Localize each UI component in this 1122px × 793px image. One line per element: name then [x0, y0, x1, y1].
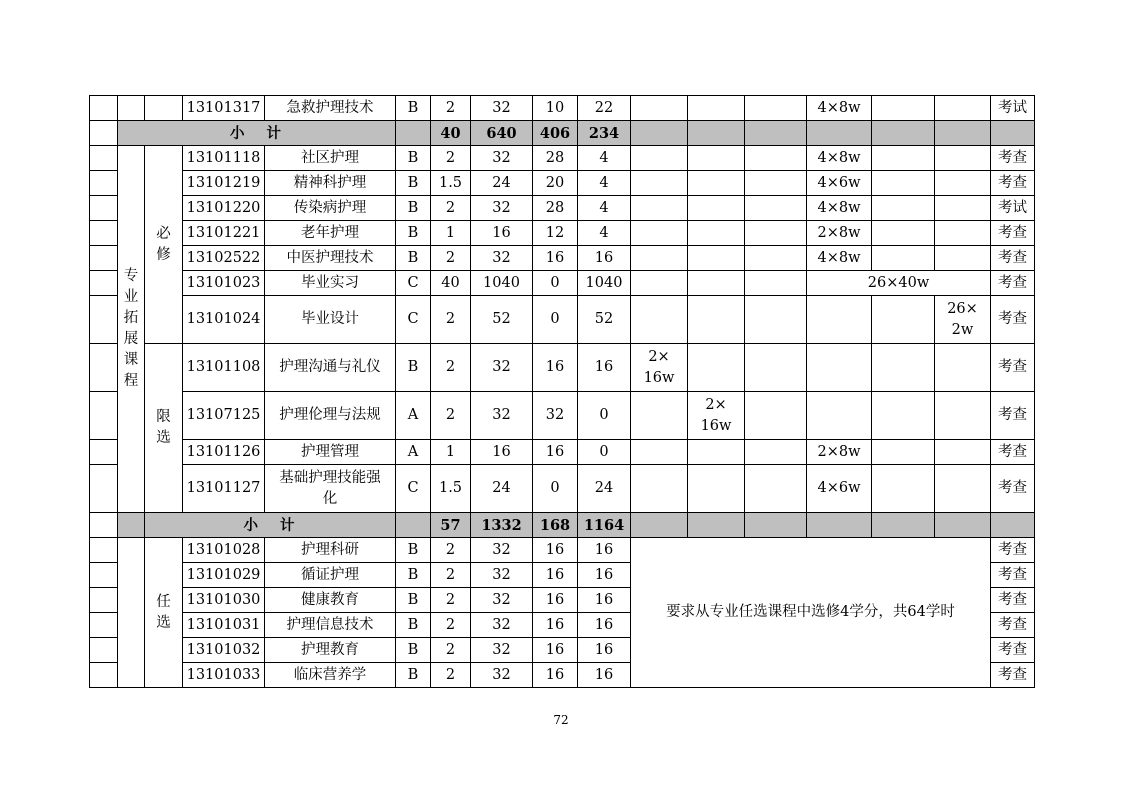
semester-2 — [688, 96, 745, 121]
subtotal-credit: 57 — [431, 513, 471, 538]
semester-5 — [872, 296, 935, 344]
table-row — [90, 96, 1035, 121]
credit: 2 — [431, 638, 471, 663]
semester-5 — [872, 344, 935, 392]
blank-cell — [745, 121, 807, 146]
credit: 2 — [431, 96, 471, 121]
practice-hours: 4 — [578, 171, 631, 196]
total-hours: 32 — [471, 196, 533, 221]
credit: 2 — [431, 296, 471, 344]
course-name-line: 化 — [322, 490, 338, 507]
semester-1 — [631, 246, 688, 271]
semester-1 — [631, 146, 688, 171]
course-type: B — [396, 563, 431, 588]
course-type: B — [396, 171, 431, 196]
assessment: 考查 — [991, 588, 1035, 613]
semester-5 — [872, 465, 935, 513]
semester-6 — [935, 246, 991, 271]
semester-3 — [745, 465, 807, 513]
semester-2 — [688, 221, 745, 246]
semester-1-line: 2× — [648, 348, 670, 365]
blank-cell — [90, 588, 118, 613]
practice-hours: 1040 — [578, 271, 631, 296]
course-code: 13101108 — [183, 344, 265, 392]
blank-cell — [90, 392, 118, 440]
theory-hours: 0 — [533, 296, 578, 344]
course-code: 13101126 — [183, 440, 265, 465]
practice-hours: 0 — [578, 392, 631, 440]
credit: 2 — [431, 663, 471, 688]
semester-6 — [935, 465, 991, 513]
semester-3 — [745, 392, 807, 440]
practice-hours: 4 — [578, 196, 631, 221]
theory-hours: 10 — [533, 96, 578, 121]
table-row — [90, 221, 1035, 246]
blank-cell — [90, 563, 118, 588]
semester-3 — [745, 96, 807, 121]
semester-2-line: 16w — [700, 417, 732, 434]
semester-6 — [935, 196, 991, 221]
theory-hours: 20 — [533, 171, 578, 196]
assessment: 考查 — [991, 392, 1035, 440]
semester-1 — [631, 171, 688, 196]
credit: 2 — [431, 538, 471, 563]
practice-hours: 22 — [578, 96, 631, 121]
semester-2 — [688, 392, 745, 440]
total-hours: 32 — [471, 392, 533, 440]
course-type: A — [396, 440, 431, 465]
course-name: 护理教育 — [265, 638, 396, 663]
optional-note: 要求从专业任选课程中选修4学分，共64学时 — [631, 538, 991, 688]
blank-cell — [935, 513, 991, 538]
course-type: B — [396, 246, 431, 271]
course-type: B — [396, 146, 431, 171]
semester-3 — [745, 344, 807, 392]
course-code: 13101024 — [183, 296, 265, 344]
credit: 1.5 — [431, 171, 471, 196]
practice-hours: 4 — [578, 221, 631, 246]
total-hours: 32 — [471, 588, 533, 613]
semester-2 — [688, 271, 745, 296]
semester-6-line: 26× — [947, 300, 978, 317]
semester-2 — [688, 296, 745, 344]
practice-hours: 16 — [578, 563, 631, 588]
course-code: 13101029 — [183, 563, 265, 588]
credit: 2 — [431, 344, 471, 392]
blank-cell — [396, 513, 431, 538]
semester-3 — [745, 296, 807, 344]
blank-cell — [396, 121, 431, 146]
course-code: 13102522 — [183, 246, 265, 271]
semester-1 — [631, 296, 688, 344]
credit: 1 — [431, 221, 471, 246]
table-row — [90, 538, 1035, 563]
course-name: 毕业实习 — [265, 271, 396, 296]
theory-hours: 12 — [533, 221, 578, 246]
course-name: 老年护理 — [265, 221, 396, 246]
semester-6 — [935, 344, 991, 392]
subtotal-total: 640 — [471, 121, 533, 146]
blank-cell — [118, 96, 145, 121]
practice-hours: 16 — [578, 344, 631, 392]
theory-hours: 16 — [533, 246, 578, 271]
theory-hours: 16 — [533, 440, 578, 465]
course-name: 传染病护理 — [265, 196, 396, 221]
theory-hours: 28 — [533, 196, 578, 221]
total-hours: 32 — [471, 613, 533, 638]
blank-cell — [872, 121, 935, 146]
theory-hours: 28 — [533, 146, 578, 171]
theory-hours: 16 — [533, 538, 578, 563]
course-type: B — [396, 588, 431, 613]
semester-6 — [935, 440, 991, 465]
semester-2 — [688, 465, 745, 513]
semester-5 — [872, 221, 935, 246]
course-type: A — [396, 392, 431, 440]
table-row — [90, 271, 1035, 296]
assessment: 考查 — [991, 221, 1035, 246]
blank-cell — [90, 440, 118, 465]
total-hours: 52 — [471, 296, 533, 344]
semester-5 — [872, 392, 935, 440]
table-row — [90, 392, 1035, 440]
total-hours: 32 — [471, 146, 533, 171]
semester-4: 2×8w — [807, 440, 872, 465]
blank-cell — [90, 344, 118, 392]
course-type: B — [396, 663, 431, 688]
subtotal-theory: 406 — [533, 121, 578, 146]
course-code: 13101219 — [183, 171, 265, 196]
semester-4: 4×8w — [807, 146, 872, 171]
semester-4: 4×6w — [807, 465, 872, 513]
course-name: 护理伦理与法规 — [265, 392, 396, 440]
semester-3 — [745, 196, 807, 221]
semester-1 — [631, 392, 688, 440]
semester-1 — [631, 271, 688, 296]
blank-cell — [688, 513, 745, 538]
subtotal-credit: 40 — [431, 121, 471, 146]
semester-4: 2×8w — [807, 221, 872, 246]
practice-hours: 16 — [578, 538, 631, 563]
subtotal-practice: 1164 — [578, 513, 631, 538]
blank-cell — [118, 513, 145, 538]
blank-cell — [118, 538, 145, 688]
semester-5 — [872, 196, 935, 221]
blank-cell — [991, 513, 1035, 538]
semester-6-line: 2w — [951, 321, 974, 338]
semester-4 — [807, 296, 872, 344]
total-hours: 32 — [471, 638, 533, 663]
blank-cell — [90, 465, 118, 513]
total-hours: 16 — [471, 440, 533, 465]
practice-hours: 24 — [578, 465, 631, 513]
subtotal-row — [90, 121, 1035, 146]
course-code: 13101031 — [183, 613, 265, 638]
semester-4: 4×6w — [807, 171, 872, 196]
practice-hours: 4 — [578, 146, 631, 171]
blank-cell — [631, 513, 688, 538]
course-name: 护理科研 — [265, 538, 396, 563]
table-row — [90, 440, 1035, 465]
credit: 1.5 — [431, 465, 471, 513]
theory-hours: 0 — [533, 271, 578, 296]
theory-hours: 16 — [533, 344, 578, 392]
semester-3 — [745, 246, 807, 271]
optional-category-label: 任选 — [145, 538, 183, 688]
semester-2-line: 2× — [705, 396, 727, 413]
semester-3 — [745, 440, 807, 465]
semester-5 — [872, 440, 935, 465]
course-code: 13101118 — [183, 146, 265, 171]
credit: 2 — [431, 146, 471, 171]
total-hours: 32 — [471, 563, 533, 588]
course-type: C — [396, 271, 431, 296]
blank-cell — [90, 271, 118, 296]
semester-6 — [935, 171, 991, 196]
semester-3 — [745, 146, 807, 171]
course-code: 13101023 — [183, 271, 265, 296]
semester-1 — [631, 440, 688, 465]
course-code: 13107125 — [183, 392, 265, 440]
total-hours: 32 — [471, 344, 533, 392]
theory-hours: 32 — [533, 392, 578, 440]
blank-cell — [807, 121, 872, 146]
assessment: 考查 — [991, 246, 1035, 271]
semester-1 — [631, 344, 688, 392]
table-row — [90, 196, 1035, 221]
assessment: 考查 — [991, 613, 1035, 638]
blank-cell — [631, 121, 688, 146]
theory-hours: 16 — [533, 613, 578, 638]
table-row — [90, 246, 1035, 271]
semester-5 — [872, 246, 935, 271]
blank-cell — [745, 513, 807, 538]
semester-2 — [688, 246, 745, 271]
semester-4: 4×8w — [807, 246, 872, 271]
semester-3 — [745, 171, 807, 196]
blank-cell — [90, 613, 118, 638]
assessment: 考查 — [991, 538, 1035, 563]
total-hours: 32 — [471, 246, 533, 271]
semester-4-6-span: 26×40w — [807, 271, 991, 296]
blank-cell — [872, 513, 935, 538]
practice-hours: 16 — [578, 613, 631, 638]
course-name-line: 基础护理技能强 — [279, 469, 381, 486]
semester-2 — [688, 171, 745, 196]
course-type: B — [396, 344, 431, 392]
course-code: 13101127 — [183, 465, 265, 513]
subtotal-label: 小计 — [118, 121, 396, 146]
course-code: 13101317 — [183, 96, 265, 121]
course-type: B — [396, 196, 431, 221]
blank-cell — [90, 196, 118, 221]
semester-2 — [688, 344, 745, 392]
semester-4 — [807, 392, 872, 440]
assessment: 考试 — [991, 196, 1035, 221]
semester-1-line: 16w — [643, 369, 675, 386]
blank-cell — [90, 538, 118, 563]
practice-hours: 0 — [578, 440, 631, 465]
semester-2 — [688, 146, 745, 171]
course-name: 循证护理 — [265, 563, 396, 588]
credit: 2 — [431, 588, 471, 613]
assessment: 考查 — [991, 296, 1035, 344]
assessment: 考查 — [991, 663, 1035, 688]
course-type: B — [396, 221, 431, 246]
table-row — [90, 171, 1035, 196]
semester-6 — [935, 296, 991, 344]
outer-category-label — [118, 146, 145, 513]
credit: 2 — [431, 246, 471, 271]
course-code: 13101033 — [183, 663, 265, 688]
semester-2 — [688, 440, 745, 465]
semester-4: 4×8w — [807, 196, 872, 221]
subtotal-total: 1332 — [471, 513, 533, 538]
course-name: 毕业设计 — [265, 296, 396, 344]
semester-6 — [935, 221, 991, 246]
semester-1 — [631, 465, 688, 513]
total-hours: 32 — [471, 538, 533, 563]
blank-cell — [90, 513, 118, 538]
assessment: 考查 — [991, 440, 1035, 465]
credit: 2 — [431, 196, 471, 221]
curriculum-table — [89, 95, 1035, 688]
theory-hours: 16 — [533, 563, 578, 588]
course-code: 13101030 — [183, 588, 265, 613]
table-row — [90, 296, 1035, 344]
total-hours: 32 — [471, 663, 533, 688]
blank-cell — [807, 513, 872, 538]
semester-4: 4×8w — [807, 96, 872, 121]
semester-1 — [631, 96, 688, 121]
required-category-label: 必修 — [145, 146, 183, 344]
course-type: B — [396, 638, 431, 663]
semester-3 — [745, 221, 807, 246]
course-name: 护理信息技术 — [265, 613, 396, 638]
semester-5 — [872, 171, 935, 196]
subtotal-label: 小计 — [145, 513, 396, 538]
course-name: 急救护理技术 — [265, 96, 396, 121]
credit: 2 — [431, 613, 471, 638]
theory-hours: 16 — [533, 663, 578, 688]
practice-hours: 52 — [578, 296, 631, 344]
table-row — [90, 465, 1035, 513]
semester-6 — [935, 96, 991, 121]
semester-3 — [745, 271, 807, 296]
blank-cell — [90, 221, 118, 246]
blank-cell — [90, 663, 118, 688]
course-name: 中医护理技术 — [265, 246, 396, 271]
course-name — [265, 465, 396, 513]
subtotal-row — [90, 513, 1035, 538]
course-type: C — [396, 465, 431, 513]
course-type: B — [396, 538, 431, 563]
subtotal-practice: 234 — [578, 121, 631, 146]
course-code: 13101221 — [183, 221, 265, 246]
semester-6 — [935, 392, 991, 440]
outer-category-cell — [90, 96, 118, 121]
blank-cell — [90, 638, 118, 663]
course-type: B — [396, 613, 431, 638]
total-hours: 24 — [471, 465, 533, 513]
assessment: 考查 — [991, 344, 1035, 392]
practice-hours: 16 — [578, 588, 631, 613]
total-hours: 24 — [471, 171, 533, 196]
semester-4 — [807, 344, 872, 392]
blank-cell — [688, 121, 745, 146]
theory-hours: 16 — [533, 588, 578, 613]
limited-category-label: 限选 — [145, 344, 183, 513]
blank-cell — [90, 246, 118, 271]
practice-hours: 16 — [578, 663, 631, 688]
course-name: 护理沟通与礼仪 — [265, 344, 396, 392]
course-code: 13101220 — [183, 196, 265, 221]
assessment: 考试 — [991, 96, 1035, 121]
blank-cell — [145, 96, 183, 121]
theory-hours: 16 — [533, 638, 578, 663]
assessment: 考查 — [991, 563, 1035, 588]
table-row — [90, 146, 1035, 171]
blank-cell — [935, 121, 991, 146]
outer-category-char: 专业拓展课程 — [123, 268, 139, 389]
course-code: 13101032 — [183, 638, 265, 663]
course-name: 社区护理 — [265, 146, 396, 171]
semester-5 — [872, 146, 935, 171]
semester-5 — [872, 96, 935, 121]
credit: 40 — [431, 271, 471, 296]
blank-cell — [90, 146, 118, 171]
total-hours: 16 — [471, 221, 533, 246]
semester-1 — [631, 221, 688, 246]
course-name: 护理管理 — [265, 440, 396, 465]
assessment: 考查 — [991, 146, 1035, 171]
semester-1 — [631, 196, 688, 221]
blank-cell — [90, 171, 118, 196]
course-name: 临床营养学 — [265, 663, 396, 688]
assessment: 考查 — [991, 638, 1035, 663]
course-name: 健康教育 — [265, 588, 396, 613]
theory-hours: 0 — [533, 465, 578, 513]
blank-cell — [991, 121, 1035, 146]
assessment: 考查 — [991, 171, 1035, 196]
page-number: 72 — [553, 713, 569, 727]
practice-hours: 16 — [578, 638, 631, 663]
practice-hours: 16 — [578, 246, 631, 271]
semester-2 — [688, 196, 745, 221]
course-code: 13101028 — [183, 538, 265, 563]
blank-cell — [90, 121, 118, 146]
credit: 1 — [431, 440, 471, 465]
semester-6 — [935, 146, 991, 171]
total-hours: 1040 — [471, 271, 533, 296]
total-hours: 32 — [471, 96, 533, 121]
blank-cell — [90, 296, 118, 344]
credit: 2 — [431, 392, 471, 440]
assessment: 考查 — [991, 271, 1035, 296]
course-type: C — [396, 296, 431, 344]
course-name: 精神科护理 — [265, 171, 396, 196]
assessment: 考查 — [991, 465, 1035, 513]
subtotal-theory: 168 — [533, 513, 578, 538]
credit: 2 — [431, 563, 471, 588]
course-type: B — [396, 96, 431, 121]
table-row — [90, 344, 1035, 392]
